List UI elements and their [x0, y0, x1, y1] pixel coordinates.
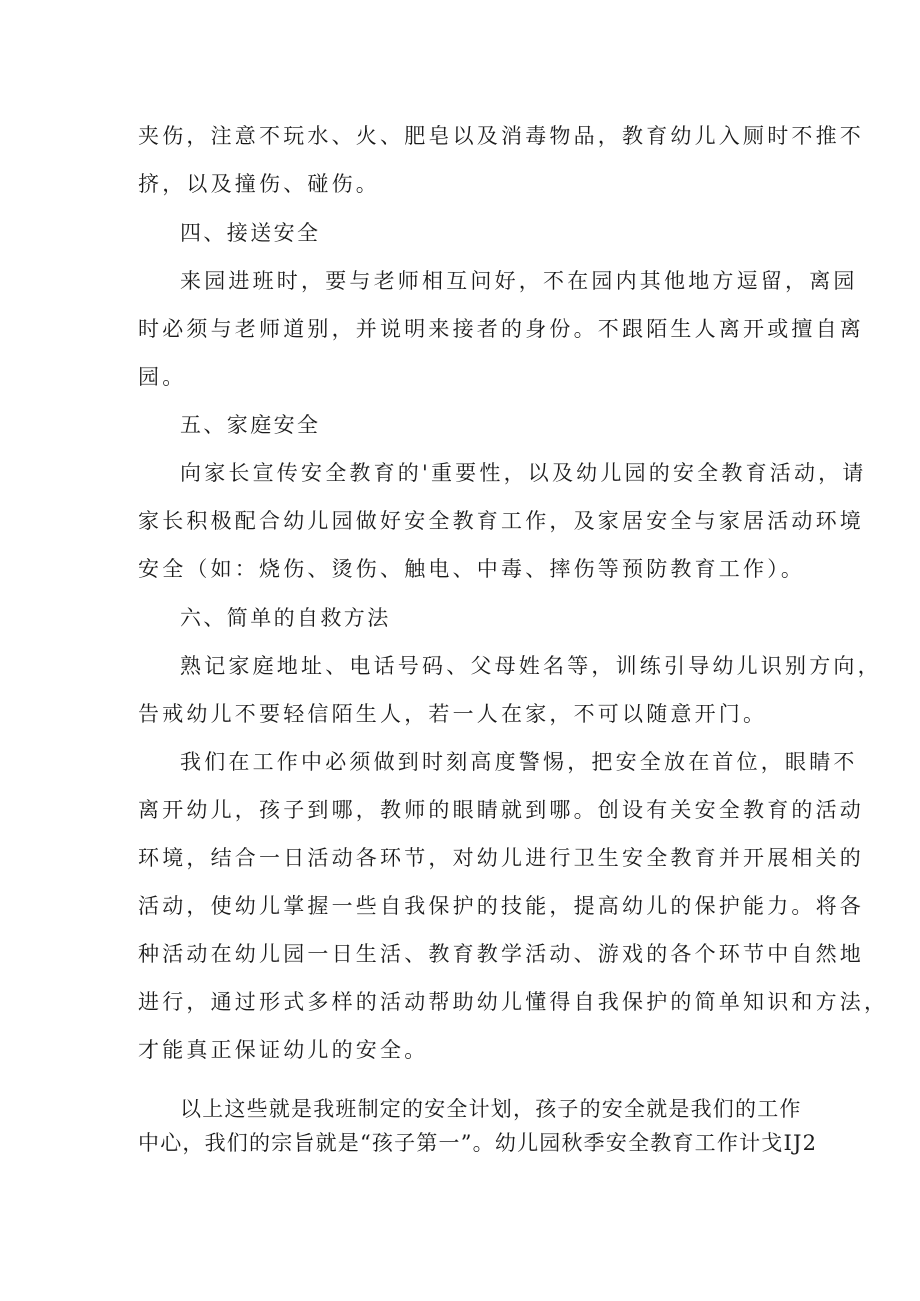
paragraph-line: 环境，结合一日活动各环节，对幼儿进行卫生安全教育并开展相关的 — [138, 846, 864, 870]
section-heading-pickup-safety: 四、接送安全 — [180, 221, 321, 245]
paragraph-line: 来园进班时，要与老师相互问好，不在园内其他地方逗留，离园 — [180, 269, 858, 293]
paragraph-line: 才能真正保证幼儿的安全。 — [138, 1038, 429, 1062]
paragraph-line: 告戒幼儿不要轻信陌生人，若一人在家，不可以随意开门。 — [138, 702, 768, 726]
paragraph-line: 安全（如：烧伤、烫伤、触电、中毒、摔伤等预防教育工作）。 — [138, 557, 806, 581]
paragraph-line: 我们在工作中必须做到时刻高度警惕，把安全放在首位，眼睛不 — [180, 750, 858, 774]
paragraph-line: 熟记家庭地址、电话号码、父母姓名等，训练引导幼儿识别方向， — [180, 654, 882, 678]
paragraph-line: 家长积极配合幼儿园做好安全教育工作，及家居安全与家居活动环境 — [138, 509, 864, 533]
paragraph-line: 活动，使幼儿掌握一些自我保护的技能，提高幼儿的保护能力。将各 — [138, 894, 864, 918]
section-heading-family-safety: 五、家庭安全 — [180, 413, 321, 437]
section-heading-self-rescue: 六、简单的自救方法 — [180, 606, 391, 630]
paragraph-line: 种活动在幼儿园一日生活、教育教学活动、游戏的各个环节中自然地 — [138, 942, 864, 966]
paragraph-line: 向家长宣传安全教育的'重要性，以及幼儿园的安全教育活动，请 — [180, 461, 867, 485]
paragraph-line: 挤，以及撞伤、碰伤。 — [138, 172, 380, 196]
paragraph-line: 园。 — [138, 365, 187, 389]
paragraph-line: 进行，通过形式多样的活动帮助幼儿懂得自我保护的简单知识和方法， — [138, 990, 889, 1014]
paragraph-line: 夹伤，注意不玩水、火、肥皂以及消毒物品，教育幼儿入厕时不推不 — [138, 124, 864, 148]
paragraph-line: 以上这些就是我班制定的安全计划，孩子的安全就是我们的工作 — [180, 1097, 802, 1121]
paragraph-line: 时必须与老师道别，并说明来接者的身份。不跟陌生人离开或擅自离 — [138, 317, 864, 341]
paragraph-line: 离开幼儿，孩子到哪，教师的眼睛就到哪。创设有关安全教育的活动 — [138, 798, 864, 822]
paragraph-line: 中心，我们的宗旨就是“孩子第一”。幼儿园秋季安全教育工作计戈IJ2 — [138, 1131, 818, 1155]
